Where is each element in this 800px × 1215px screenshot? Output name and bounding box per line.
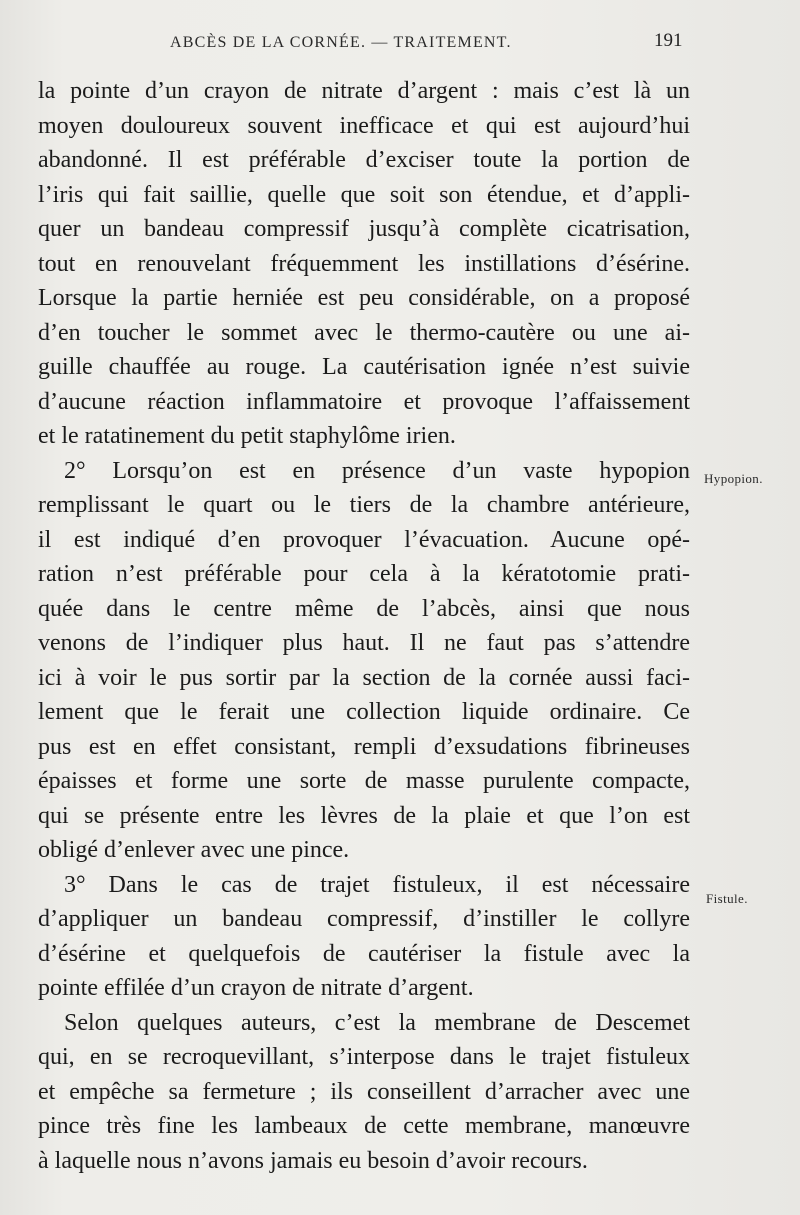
text-line: épaisses et forme une sorte de masse purulente compacte, [38, 768, 690, 794]
margin-note-hypopion: Hypopion. [704, 471, 763, 486]
text-line: et empêche sa fermeture ; ils conseillent d’arracher avec une [38, 1078, 690, 1105]
text-line: obligé d’enlever avec une pince. [38, 837, 350, 863]
text-line: pince très fine les lambeaux de cette membrane, manœuvre [38, 1113, 690, 1139]
text-line: d’en toucher le sommet avec le thermo-cautère ou une ai- [38, 319, 690, 346]
text-line: la pointe d’un crayon de nitrate d’argent : mais c’est là un [38, 78, 690, 104]
paragraph-start-descemet: Selon quelques auteurs, c’est la membrane de Descemet [64, 1009, 690, 1036]
text-line: d’aucune réaction inflammatoire et provoque l’affaissement [38, 388, 690, 415]
text-line: guille chauffée au rouge. La cautérisation ignée n’est suivie [38, 354, 690, 380]
text-line: quer un bandeau compressif jusqu’à complète cicatrisation, [38, 216, 690, 242]
paragraph-start-fistule: 3° Dans le cas de trajet fistuleux, il est nécessaire [64, 871, 690, 898]
text-line: d’ésérine et quelquefois de cautériser la fistule avec la [38, 940, 690, 967]
text-line: moyen douloureux souvent inefficace et qui est aujourd’hui [38, 112, 690, 139]
text-line: pointe effilée d’un crayon de nitrate d’argent. [38, 975, 474, 1001]
text-line: qui, en se recroquevillant, s’interpose dans le trajet fistuleux [38, 1044, 690, 1070]
text-line: il est indiqué d’en provoquer l’évacuation. Aucune opé- [38, 526, 690, 553]
text-line: ici à voir le pus sortir par la section de la cornée aussi faci- [38, 664, 690, 691]
body-text [38, 74, 690, 1178]
margin-note-fistule: Fistule. [706, 891, 748, 906]
text-line: l’iris qui fait saillie, quelle que soit son étendue, et d’appli- [38, 181, 690, 208]
running-head: ABCÈS DE LA CORNÉE. — TRAITEMENT. [170, 34, 512, 51]
text-line: quée dans le centre même de l’abcès, ainsi que nous [38, 595, 690, 622]
text-line: ration n’est préférable pour cela à la kératotomie prati- [38, 561, 690, 587]
text-line: abandonné. Il est préférable d’exciser toute la portion de [38, 147, 690, 173]
text-line: pus est en effet consistant, rempli d’exsudations fibrineuses [38, 733, 690, 760]
text-line: remplissant le quart ou le tiers de la chambre antérieure, [38, 492, 690, 518]
text-line: d’appliquer un bandeau compressif, d’instiller le collyre [38, 906, 690, 932]
text-line: tout en renouvelant fréquemment les instillations d’ésérine. [38, 250, 690, 277]
page-number: 191 [654, 30, 683, 51]
text-line: lement que le ferait une collection liquide ordinaire. Ce [38, 699, 690, 725]
text-line: Lorsque la partie herniée est peu considérable, on a proposé [38, 285, 690, 311]
text-line: venons de l’indiquer plus haut. Il ne faut pas s’attendre [38, 630, 690, 656]
paragraph-start-hypopion: 2° Lorsqu’on est en présence d’un vaste hypopion [64, 457, 690, 484]
text-line: à laquelle nous n’avons jamais eu besoin d’avoir recours. [38, 1147, 588, 1174]
text-line: et le ratatinement du petit staphylôme irien. [38, 423, 456, 449]
text-line: qui se présente entre les lèvres de la plaie et que l’on est [38, 802, 690, 829]
